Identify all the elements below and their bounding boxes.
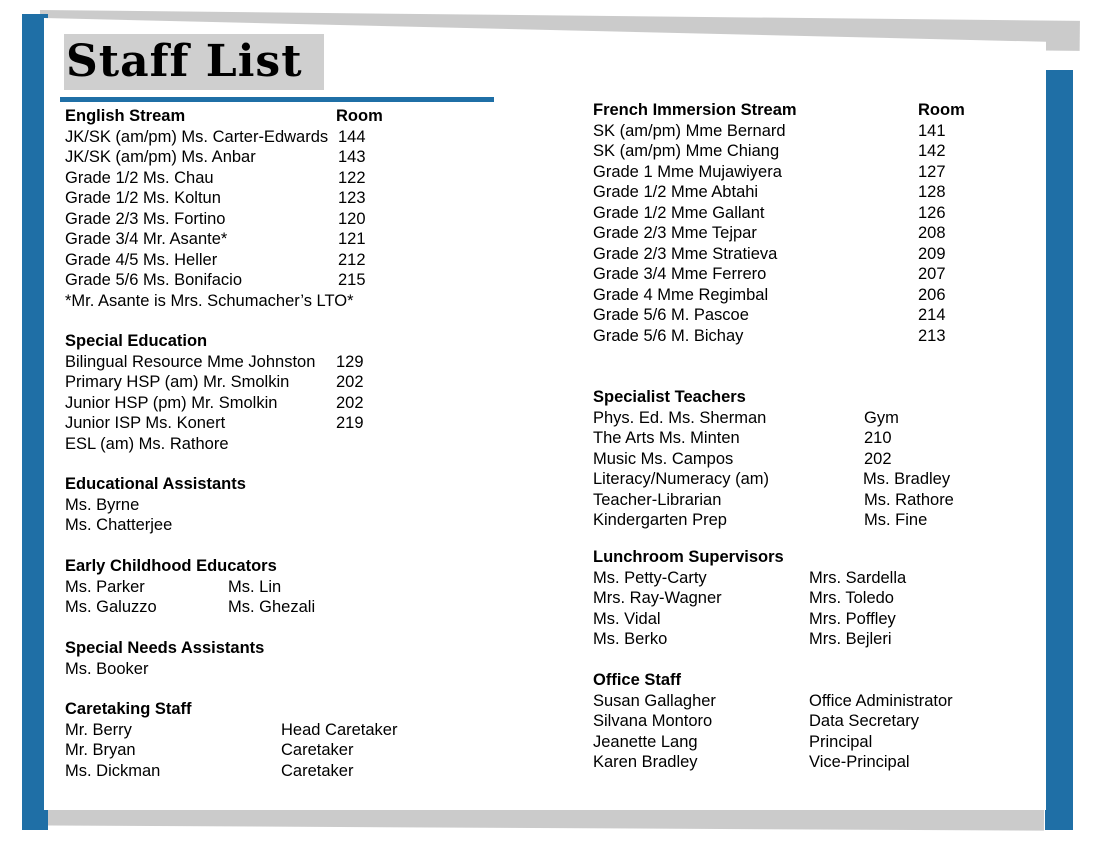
lunchroom-row <box>593 588 993 609</box>
specialist-teachers-section <box>593 387 993 531</box>
english-stream-section <box>65 106 405 311</box>
lunchroom-name: Mrs. Ray-Wagner <box>593 589 722 607</box>
french-room-header: Room <box>918 101 965 119</box>
french-room: 209 <box>918 244 946 263</box>
english-room: 121 <box>338 230 366 248</box>
office-name: Silvana Montoro <box>593 712 713 730</box>
title-underline <box>60 97 494 102</box>
lunchroom-name: Ms. Vidal <box>593 609 661 628</box>
lunchroom-name: Ms. Petty-Carty <box>593 568 707 587</box>
french-room: 213 <box>918 326 946 345</box>
office-role: Vice-Principal <box>809 753 910 771</box>
specialist-value: Gym <box>864 408 899 427</box>
lunchroom-name: Mrs. Poffley <box>809 609 896 628</box>
french-room: 214 <box>918 306 946 324</box>
french-room: 126 <box>918 203 946 222</box>
specialist-row <box>593 449 993 470</box>
english-teacher: Grade 5/6 Ms. Bonifacio <box>65 271 243 289</box>
office-name: Susan Gallagher <box>593 691 716 710</box>
educational-assistants-title: Educational Assistants <box>65 475 246 493</box>
specialist-subject: The Arts Ms. Minten <box>593 429 740 447</box>
french-room: 208 <box>918 224 946 242</box>
specialist-value: Ms. Rathore <box>864 490 954 509</box>
early-childhood-educators-title: Early Childhood Educators <box>65 557 277 575</box>
office-row <box>593 711 993 732</box>
english-teacher: Grade 4/5 Ms. Heller <box>65 250 218 269</box>
lunchroom-supervisors-section <box>593 547 993 650</box>
office-row <box>593 752 993 773</box>
english-teacher: Grade 1/2 Ms. Chau <box>65 168 214 187</box>
ece-name: Ms. Galuzzo <box>65 598 157 616</box>
english-row <box>65 188 405 209</box>
specialist-value: 202 <box>864 449 892 468</box>
special-ed-role: Primary HSP (am) Mr. Smolkin <box>65 373 290 391</box>
english-room: 212 <box>338 250 366 269</box>
english-teacher: Grade 1/2 Ms. Koltun <box>65 189 221 207</box>
special-education-title: Special Education <box>65 332 208 350</box>
special-ed-row <box>65 434 405 455</box>
french-row <box>593 121 993 142</box>
special-ed-row <box>65 413 405 434</box>
french-teacher: Grade 2/3 Mme Stratieva <box>593 244 778 263</box>
specialist-subject: Teacher-Librarian <box>593 490 722 509</box>
english-row <box>65 229 405 250</box>
office-row <box>593 732 993 753</box>
educational-assistants-section <box>65 474 405 536</box>
french-room: 206 <box>918 285 946 304</box>
caretaker-row <box>65 740 465 761</box>
english-row <box>65 270 405 291</box>
caretaker-name: Mr. Bryan <box>65 741 136 759</box>
english-row <box>65 127 405 148</box>
english-room-header: Room <box>336 107 383 125</box>
specialist-subject: Music Ms. Campos <box>593 449 734 468</box>
caretaker-role: Caretaker <box>281 761 354 780</box>
french-row <box>593 141 993 162</box>
english-row <box>65 250 405 271</box>
french-row <box>593 203 993 224</box>
caretaking-staff-section <box>65 699 465 781</box>
special-ed-role: Junior HSP (pm) Mr. Smolkin <box>65 393 278 412</box>
specialist-row <box>593 408 993 429</box>
lunchroom-supervisors-title: Lunchroom Supervisors <box>593 548 784 566</box>
english-row <box>65 168 405 189</box>
french-header-row <box>593 100 993 121</box>
english-room: 120 <box>338 209 366 228</box>
special-ed-room: 129 <box>336 352 364 371</box>
specialist-teachers-title: Specialist Teachers <box>593 388 746 406</box>
lunchroom-name: Mrs. Sardella <box>809 568 907 587</box>
caretaker-role: Caretaker <box>281 741 354 759</box>
special-ed-room: 219 <box>336 414 364 432</box>
french-teacher: Grade 4 Mme Regimbal <box>593 285 769 304</box>
caretaker-role: Head Caretaker <box>281 720 398 739</box>
lunchroom-name: Mrs. Toledo <box>809 589 894 607</box>
ece-name: Ms. Parker <box>65 577 145 596</box>
english-room: 144 <box>338 127 366 146</box>
right-blue-bar <box>1045 70 1073 830</box>
french-row <box>593 264 993 285</box>
special-ed-room: 202 <box>336 393 364 412</box>
french-immersion-title: French Immersion Stream <box>593 101 797 119</box>
specialist-row <box>593 490 993 511</box>
english-header-row <box>65 106 405 127</box>
french-row <box>593 305 993 326</box>
ece-row <box>65 597 405 618</box>
french-teacher: Grade 3/4 Mme Ferrero <box>593 265 767 283</box>
special-ed-row <box>65 352 405 373</box>
caretaker-row <box>65 720 465 741</box>
english-teacher: Grade 3/4 Mr. Asante* <box>65 230 228 248</box>
french-teacher: Grade 5/6 M. Pascoe <box>593 306 749 324</box>
french-row <box>593 162 993 183</box>
english-room: 122 <box>338 168 366 187</box>
lunchroom-name: Ms. Berko <box>593 630 668 648</box>
special-ed-room: 202 <box>336 373 364 391</box>
ea-name: Ms. Chatterjee <box>65 516 173 534</box>
office-name: Karen Bradley <box>593 753 698 771</box>
english-stream-title: English Stream <box>65 107 186 125</box>
english-room: 215 <box>338 271 366 289</box>
early-childhood-educators-section <box>65 556 405 618</box>
specialist-row <box>593 469 993 490</box>
french-room: 141 <box>918 121 946 140</box>
french-row <box>593 182 993 203</box>
french-room: 128 <box>918 183 946 201</box>
caretaker-row <box>65 761 465 782</box>
special-ed-role: ESL (am) Ms. Rathore <box>65 434 229 453</box>
french-row <box>593 326 993 347</box>
ea-name: Ms. Byrne <box>65 495 140 514</box>
english-row <box>65 147 405 168</box>
french-room: 127 <box>918 162 946 181</box>
special-ed-row <box>65 393 405 414</box>
french-teacher: Grade 5/6 M. Bichay <box>593 326 744 345</box>
special-education-section <box>65 331 405 454</box>
special-ed-row <box>65 372 405 393</box>
office-staff-title: Office Staff <box>593 671 682 689</box>
special-needs-assistants-title: Special Needs Assistants <box>65 639 265 657</box>
page-title: Staff List <box>66 36 303 87</box>
specialist-subject: Kindergarten Prep <box>593 511 727 529</box>
french-teacher: Grade 2/3 Mme Tejpar <box>593 224 757 242</box>
ece-name: Ms. Lin <box>228 577 282 596</box>
english-room: 123 <box>338 189 366 207</box>
special-ed-role: Junior ISP Ms. Konert <box>65 414 226 432</box>
english-teacher: JK/SK (am/pm) Ms. Carter-Edwards <box>65 127 329 146</box>
english-teacher: JK/SK (am/pm) Ms. Anbar <box>65 148 256 166</box>
english-room: 143 <box>338 148 366 166</box>
lunchroom-name: Mrs. Bejleri <box>809 630 892 648</box>
english-footnote: *Mr. Asante is Mrs. Schumacher’s LTO* <box>65 291 354 310</box>
lunchroom-row <box>593 609 993 630</box>
office-role: Principal <box>809 732 873 751</box>
ece-row <box>65 577 405 598</box>
lunchroom-row <box>593 568 993 589</box>
french-immersion-section <box>593 100 993 346</box>
english-teacher: Grade 2/3 Ms. Fortino <box>65 209 226 228</box>
caretaker-name: Ms. Dickman <box>65 761 161 780</box>
special-needs-assistants-section <box>65 638 405 679</box>
french-room: 207 <box>918 265 946 283</box>
office-role: Data Secretary <box>809 712 920 730</box>
office-role: Office Administrator <box>809 691 953 710</box>
specialist-row <box>593 428 993 449</box>
specialist-row <box>593 510 993 531</box>
french-teacher: Grade 1/2 Mme Gallant <box>593 203 765 222</box>
caretaker-name: Mr. Berry <box>65 720 132 739</box>
ece-name: Ms. Ghezali <box>228 598 316 616</box>
specialist-subject: Phys. Ed. Ms. Sherman <box>593 408 767 427</box>
office-row <box>593 691 993 712</box>
french-teacher: Grade 1/2 Mme Abtahi <box>593 183 759 201</box>
french-row <box>593 285 993 306</box>
special-ed-role: Bilingual Resource Mme Johnston <box>65 352 316 371</box>
office-name: Jeanette Lang <box>593 732 698 751</box>
caretaking-staff-title: Caretaking Staff <box>65 700 192 718</box>
french-teacher: SK (am/pm) Mme Bernard <box>593 121 786 140</box>
specialist-value: Ms. Bradley <box>863 470 951 488</box>
specialist-subject: Literacy/Numeracy (am) <box>593 470 770 488</box>
specialist-value: 210 <box>864 429 892 447</box>
lunchroom-row <box>593 629 993 650</box>
french-teacher: Grade 1 Mme Mujawiyera <box>593 162 782 181</box>
sna-name: Ms. Booker <box>65 659 149 678</box>
english-row <box>65 209 405 230</box>
office-staff-section <box>593 670 993 773</box>
french-row <box>593 223 993 244</box>
french-row <box>593 244 993 265</box>
specialist-value: Ms. Fine <box>864 511 928 529</box>
french-teacher: SK (am/pm) Mme Chiang <box>593 142 780 160</box>
french-room: 142 <box>918 142 946 160</box>
